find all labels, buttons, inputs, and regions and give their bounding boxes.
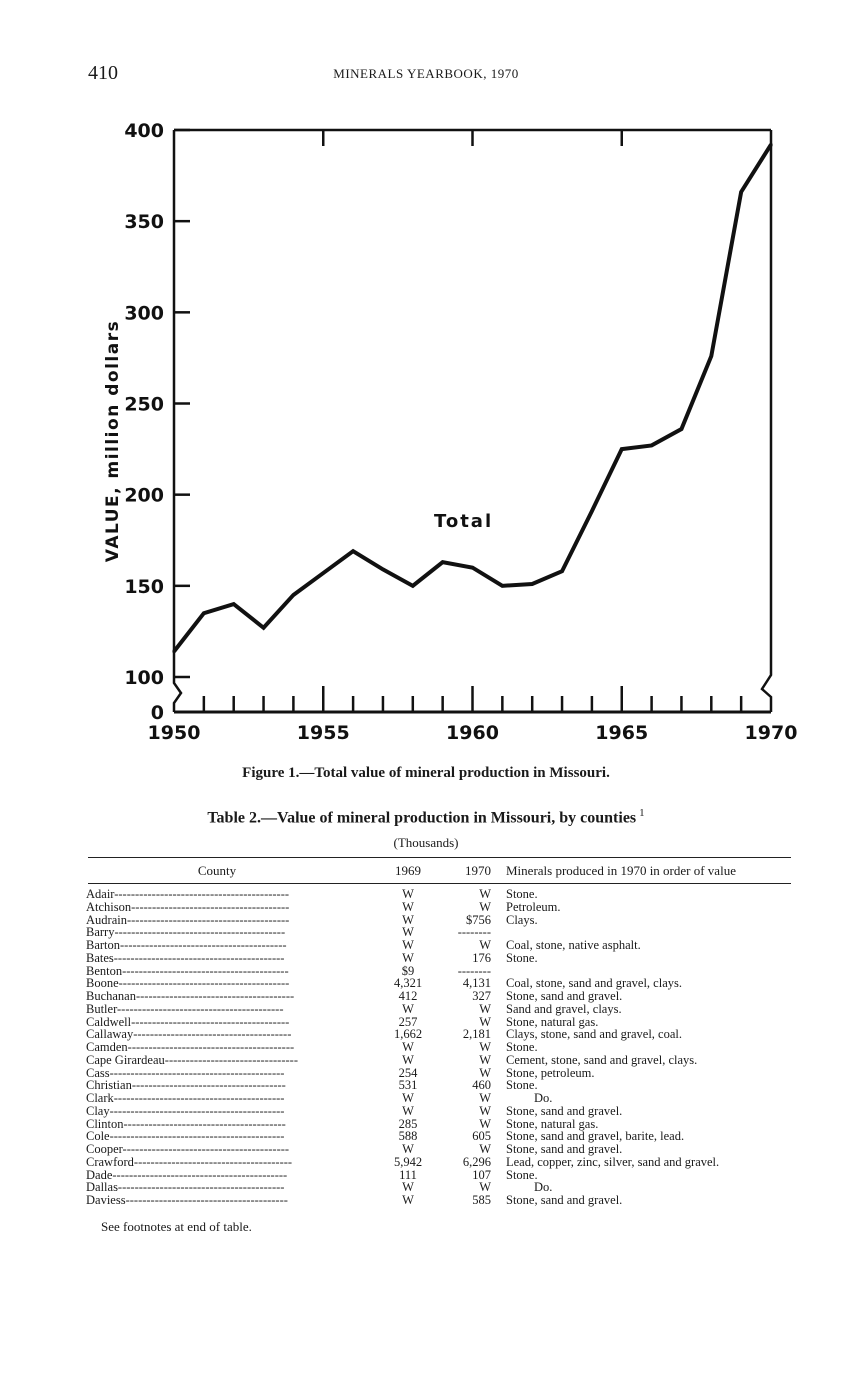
table-row <box>0 1156 852 1169</box>
table-row <box>0 888 852 901</box>
table-footer-note: See footnotes at end of table. <box>101 1219 252 1234</box>
table-row <box>0 1028 852 1041</box>
value-1970-cell: W <box>479 1180 491 1195</box>
table-row <box>0 1143 852 1156</box>
minerals-cell: Stone, petroleum. <box>506 1065 595 1080</box>
value-1969-cell: W <box>402 925 414 940</box>
value-1969-cell: 257 <box>398 1014 418 1029</box>
x-tick-label: 1960 <box>446 722 499 744</box>
county-cell: Atchison-------------------------------------- <box>86 900 290 914</box>
county-cell: Clay------------------------------------------ <box>86 1104 285 1118</box>
county-cell: Caldwell-------------------------------------- <box>86 1015 290 1029</box>
county-cell: Adair------------------------------------------ <box>86 888 290 901</box>
value-1969-cell: 285 <box>398 1116 418 1131</box>
value-1969-cell: W <box>402 1001 414 1016</box>
column-header-county: County <box>197 863 237 878</box>
minerals-cell: Petroleum. <box>506 899 561 914</box>
minerals-cell: Lead, copper, zinc, silver, sand and gravel. <box>506 1154 720 1169</box>
y-tick-label: 200 <box>124 484 164 507</box>
table-header-rule <box>88 883 791 884</box>
page-number: 410 <box>88 62 118 84</box>
value-1969-cell: W <box>402 1193 414 1207</box>
data-point <box>172 650 175 653</box>
table-units: (Thousands) <box>393 835 459 850</box>
county-cell: Daviess--------------------------------------- <box>86 1194 288 1207</box>
table-row <box>0 1194 852 1207</box>
series-label: Total <box>433 511 494 532</box>
table-row <box>0 926 852 939</box>
value-1970-cell: W <box>479 1001 491 1016</box>
table-row <box>0 1016 852 1029</box>
data-point <box>381 568 384 571</box>
value-1970-cell: W <box>479 1014 491 1029</box>
minerals-cell: Stone. <box>506 1040 538 1054</box>
table-row <box>0 1092 852 1105</box>
data-point <box>232 602 235 605</box>
data-point <box>352 550 355 553</box>
minerals-cell: Stone, sand and gravel, barite, lead. <box>506 1129 685 1144</box>
minerals-cell: Do. <box>534 1091 553 1105</box>
value-1970-cell: W <box>479 1052 491 1067</box>
value-1969-cell: W <box>402 1052 414 1067</box>
y-axis-title: VALUE, million dollars <box>103 319 123 563</box>
table-row <box>0 914 852 927</box>
data-point <box>560 570 563 573</box>
value-1969-cell: W <box>402 938 414 952</box>
minerals-cell: Sand and gravel, clays. <box>506 1001 622 1016</box>
county-cell: Cooper---------------------------------------- <box>86 1143 290 1156</box>
county-cell: Cape Girardeau-------------------------------- <box>86 1053 298 1067</box>
minerals-cell: Stone. <box>506 887 538 901</box>
county-cell: Benton---------------------------------------- <box>86 964 289 978</box>
y-tick-label: 250 <box>124 393 164 416</box>
value-1970-cell: -------- <box>457 963 491 978</box>
right-border-line <box>762 130 771 712</box>
table-row <box>0 1041 852 1054</box>
county-cell: Audrain--------------------------------------- <box>86 913 290 927</box>
value-1970-cell: 4,131 <box>462 976 491 991</box>
y-tick-label: 0 <box>150 702 164 724</box>
county-cell: Barry----------------------------------------- <box>86 926 286 939</box>
value-1970-cell: W <box>479 1040 491 1054</box>
value-1970-cell: W <box>479 1116 491 1131</box>
x-tick-label: 1955 <box>296 722 350 744</box>
value-1970-cell: 107 <box>472 1167 491 1182</box>
value-1970-cell: 327 <box>472 989 491 1003</box>
value-1970-cell: W <box>479 899 491 914</box>
value-1969-cell: 531 <box>398 1078 418 1093</box>
y-tick-label: 150 <box>124 575 164 598</box>
minerals-cell: Cement, stone, sand and gravel, clays. <box>506 1052 698 1067</box>
y-axis-line <box>174 130 181 712</box>
county-cell: Callaway-------------------------------------- <box>86 1028 292 1041</box>
table-title-text: Table 2.—Value of mineral production in Missouri, by counties <box>207 809 637 827</box>
value-1969-cell: 111 <box>399 1167 417 1182</box>
table-title <box>0 807 852 827</box>
data-point <box>680 427 683 430</box>
minerals-cell: Stone. <box>506 950 538 965</box>
value-1969-cell: 4,321 <box>393 976 423 991</box>
column-header-minerals: Minerals produced in 1970 in order of value <box>506 863 736 878</box>
value-1970-cell: 460 <box>472 1078 491 1093</box>
y-tick-label: 350 <box>124 211 164 234</box>
value-1969-cell: W <box>402 899 414 914</box>
x-tick-label: 1950 <box>147 722 201 744</box>
value-1970-cell: 6,296 <box>462 1154 491 1169</box>
county-cell: Barton---------------------------------------- <box>86 939 287 952</box>
x-tick-label: 1965 <box>595 722 649 744</box>
value-1969-cell: W <box>402 1091 414 1105</box>
data-point <box>620 447 623 450</box>
table-row <box>0 1181 852 1194</box>
figure-caption: Figure 1.—Total value of mineral production in Missouri. <box>242 765 610 781</box>
county-cell: Camden---------------------------------------- <box>86 1041 295 1054</box>
county-cell: Clinton--------------------------------------- <box>86 1117 286 1131</box>
data-point <box>769 143 772 146</box>
table-row <box>0 1169 852 1182</box>
value-1970-cell: 176 <box>472 950 491 965</box>
table-body <box>0 888 852 1207</box>
value-1969-cell: W <box>402 887 414 901</box>
column-header-1970: 1970 <box>465 863 491 878</box>
data-point <box>262 626 265 629</box>
minerals-cell: Coal, stone, native asphalt. <box>506 938 641 952</box>
table-row <box>0 1067 852 1080</box>
table-row <box>0 1079 852 1092</box>
table-row <box>0 1105 852 1118</box>
x-tick-label: 1970 <box>744 722 798 744</box>
chart-labels <box>103 120 797 744</box>
data-point <box>501 584 504 587</box>
data-point <box>322 571 325 574</box>
county-cell: Christian------------------------------------- <box>86 1079 286 1092</box>
minerals-cell: Stone, sand and gravel. <box>506 1193 623 1207</box>
data-point <box>471 566 474 569</box>
data-point <box>531 582 534 585</box>
data-point <box>590 509 593 512</box>
value-1969-cell: 412 <box>398 989 418 1003</box>
value-1969-cell: W <box>402 1103 414 1118</box>
data-point <box>441 561 444 564</box>
minerals-cell: Clays. <box>506 912 538 927</box>
y-tick-label: 100 <box>124 667 164 689</box>
table-row <box>0 952 852 965</box>
value-1970-cell: W <box>479 1091 491 1105</box>
value-1970-cell: -------- <box>457 925 491 940</box>
county-cell: Boone----------------------------------------- <box>86 977 290 990</box>
series-line-total <box>174 145 771 652</box>
chart-frame <box>174 130 771 712</box>
value-1969-cell: W <box>402 1142 414 1156</box>
minerals-cell: Stone, sand and gravel. <box>506 1142 623 1156</box>
value-1969-cell: W <box>402 912 414 927</box>
table-row <box>0 990 852 1003</box>
county-cell: Buchanan-------------------------------------- <box>86 990 295 1003</box>
data-point <box>411 584 414 587</box>
value-1970-cell: 605 <box>472 1129 491 1144</box>
running-header: MINERALS YEARBOOK, 1970 <box>333 66 519 81</box>
minerals-cell: Stone, sand and gravel. <box>506 1103 623 1118</box>
table-row <box>0 1003 852 1016</box>
county-cell: Bates----------------------------------------- <box>86 951 285 965</box>
value-1970-cell: $756 <box>466 912 491 927</box>
data-point <box>292 593 295 596</box>
table-title-footnote-mark: 1 <box>639 807 645 819</box>
line-chart <box>0 100 852 750</box>
data-point <box>710 354 713 357</box>
value-1970-cell: W <box>479 1142 491 1156</box>
value-1969-cell: 254 <box>398 1065 418 1080</box>
county-cell: Clark----------------------------------------- <box>86 1092 285 1105</box>
county-cell: Crawford-------------------------------------- <box>86 1155 293 1169</box>
value-1970-cell: 2,181 <box>462 1027 491 1042</box>
value-1969-cell: W <box>402 1040 414 1054</box>
value-1969-cell: 1,662 <box>393 1027 423 1042</box>
table-row <box>0 1118 852 1131</box>
value-1970-cell: W <box>479 1065 491 1080</box>
table-top-rule <box>88 857 791 858</box>
table-row <box>0 939 852 952</box>
value-1970-cell: W <box>479 1103 491 1118</box>
data-point <box>740 190 743 193</box>
table-row <box>0 965 852 978</box>
value-1969-cell: W <box>402 1180 414 1195</box>
county-cell: Butler---------------------------------------- <box>86 1002 284 1016</box>
minerals-cell: Stone, natural gas. <box>506 1116 599 1131</box>
minerals-cell: Clays, stone, sand and gravel, coal. <box>506 1027 682 1042</box>
county-cell: Dade------------------------------------------ <box>86 1168 288 1182</box>
value-1970-cell: W <box>479 938 491 952</box>
minerals-cell: Do. <box>534 1180 553 1195</box>
table-row <box>0 1130 852 1143</box>
value-1969-cell: 5,942 <box>393 1154 423 1169</box>
value-1970-cell: W <box>479 887 491 901</box>
value-1970-cell: 585 <box>472 1193 491 1207</box>
value-1969-cell: W <box>402 950 414 965</box>
table-row <box>0 977 852 990</box>
chart-series <box>172 143 772 653</box>
county-cell: Dallas---------------------------------------- <box>86 1181 285 1194</box>
minerals-cell: Stone, sand and gravel. <box>506 989 623 1003</box>
minerals-cell: Stone, natural gas. <box>506 1014 599 1029</box>
table-row <box>0 1054 852 1067</box>
y-tick-label: 400 <box>124 120 164 142</box>
y-tick-label: 300 <box>124 302 164 325</box>
minerals-cell: Stone. <box>506 1167 538 1182</box>
minerals-cell: Stone. <box>506 1078 538 1093</box>
value-1969-cell: $9 <box>401 963 415 978</box>
data-point <box>202 612 205 615</box>
column-header-1969: 1969 <box>395 863 421 878</box>
county-cell: Cole------------------------------------------ <box>86 1130 285 1143</box>
data-point <box>650 444 653 447</box>
value-1969-cell: 588 <box>398 1129 418 1144</box>
county-cell: Cass------------------------------------------ <box>86 1066 285 1080</box>
minerals-cell: Coal, stone, sand and gravel, clays. <box>506 976 682 991</box>
table-row <box>0 901 852 914</box>
